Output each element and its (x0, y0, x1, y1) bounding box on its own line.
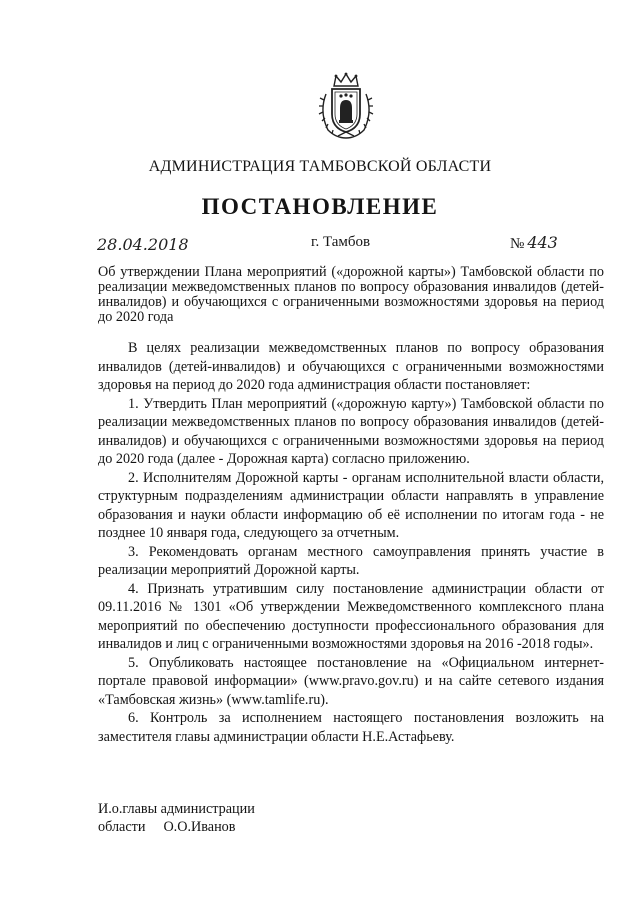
signature-title: И.о.главы администрации (98, 801, 255, 817)
document-type-title: ПОСТАНОВЛЕНИЕ (201, 194, 439, 219)
item-paragraph-5: 5. Опубликовать настоящее постановление на «Официальном интернет-портале правовой информации» (www.pravo.gov.ru) и на сайте сетевого издания «Тамбовская жизнь» (www.tamlife.ru). (98, 654, 604, 708)
organization-name: АДМИНИСТРАЦИЯ ТАМБОВСКОЙ ОБЛАСТИ (148, 158, 492, 175)
item-paragraph-2: 2. Исполнителям Дорожной карты - органам исполнительной власти области, структурным подразделениям администрации области направлять в управление образования и науки области информацию об её исполнении по итогам года - не позднее 10 января года, следующего за отчетным. (98, 469, 604, 541)
preamble-paragraph: В целях реализации межведомственных планов по вопросу образования инвалидов (детей-инвалидов) и обучающихся с ограниченными возможностями здоровья на период до 2020 года администрация области постановляет: (98, 340, 604, 393)
signature-line (98, 818, 235, 836)
number-label: № (510, 236, 525, 252)
document-body (98, 339, 604, 746)
item-paragraph-1: 1. Утвердить План мероприятий («дорожную карту») Тамбовской области по реализации межведомственных планов по вопросу образования инвалидов (детей-инвалидов) и обучающихся с ограниченными возможностями здоровья на период до 2020 года (далее - Дорожная карта) согласно приложению. (98, 395, 604, 467)
document-subject: Об утверждении Плана мероприятий («дорожной карты») Тамбовской области по реализации межведомственных планов по вопросу образования инвалидов (детей-инвалидов) и обучающихся с ограниченными возможностями здоровья на период до 2020 года (98, 264, 604, 325)
document-date: 28.04.2018 (97, 235, 189, 254)
number-value: 443 (527, 233, 558, 252)
signatory-name: О.О.Иванов (163, 819, 236, 835)
item-paragraph-4: 4. Признать утратившим силу постановление администрации области от 09.11.2016 № 1301 «Об утверждении Межведомственного комплексного плана мероприятий по обеспечению доступности профессионального образования для инвалидов и лиц с ограниченными возможностями здоровья на 2016 -2018 годы». (98, 580, 604, 652)
item-paragraph-3: 3. Рекомендовать органам местного самоуправления принять участие в реализации мероприятий Дорожной карты. (98, 543, 604, 578)
document-city: г. Тамбов (311, 234, 371, 250)
item-paragraph-6: 6. Контроль за исполнением настоящего постановления возложить на заместителя главы администрации области Н.Е.Астафьеву. (98, 710, 604, 745)
signature-title-continued: области (98, 819, 146, 835)
document-number (510, 233, 558, 253)
coat-of-arms-icon (316, 72, 376, 140)
